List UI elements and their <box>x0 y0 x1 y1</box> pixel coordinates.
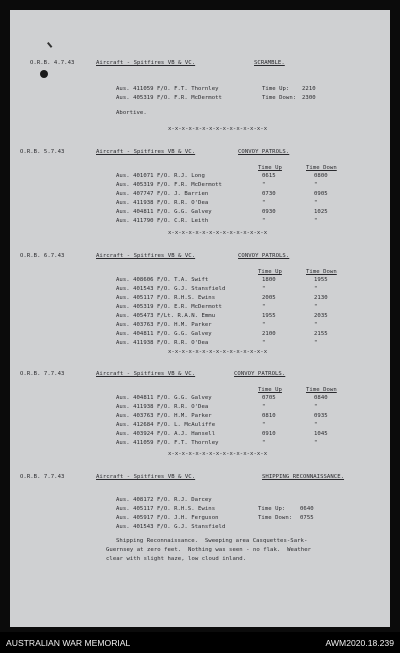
table-row-time-up: " <box>262 182 266 188</box>
table-row-time-down: 0935 <box>314 413 328 419</box>
table-row-time-up: 0910 <box>262 431 276 437</box>
table-row-time-up: " <box>262 404 266 410</box>
table-row-pilot: Aus. 411059 F/O. F.T. Thornley <box>116 440 219 446</box>
table-row-time-up: 0730 <box>262 191 276 197</box>
table-row-pilot: Aus. 411938 F/O. R.R. O'Dea <box>116 200 209 206</box>
table-row-pilot: Aus. 411790 F/O. C.R. Leith <box>116 218 209 224</box>
entry-3-col-up: Time Up <box>258 269 282 275</box>
pencil-tick-mark <box>47 38 57 48</box>
table-row-pilot: Aus. 411938 F/O. R.R. O'Dea <box>116 340 209 346</box>
table-row-time-down: " <box>314 440 318 446</box>
punch-hole-mark <box>40 70 48 78</box>
table-row-time-up: " <box>262 322 266 328</box>
entry-4-ref: O.R.B. 7.7.43 <box>20 371 65 377</box>
document-page <box>10 10 390 627</box>
table-row-pilot: Aus. 408606 F/O. T.A. Swift <box>116 277 209 283</box>
entry-2-col-down: Time Down <box>306 165 337 171</box>
archive-footer <box>0 632 400 653</box>
entry-1-pilot: Aus. 405319 F/O. F.R. McDermott <box>116 95 222 101</box>
table-row-time-down: 2035 <box>314 313 328 319</box>
entry-1-pilot: Aus. 411059 F/O. F.T. Thornley <box>116 86 219 92</box>
table-row-pilot: Aus. 412684 F/O. L. McAuliffe <box>116 422 216 428</box>
entry-5-time-down-label: Time Down: <box>258 515 293 521</box>
table-row-time-up: 0705 <box>262 395 276 401</box>
entry-3-ref: O.R.B. 6.7.43 <box>20 253 65 259</box>
table-row-time-up: " <box>262 218 266 224</box>
entry-5-pilot: Aus. 405917 F/O. J.H. Ferguson <box>116 515 219 521</box>
table-row-time-down: " <box>314 322 318 328</box>
table-row-time-down: " <box>314 182 318 188</box>
table-row-pilot: Aus. 401071 F/O. R.J. Long <box>116 173 205 179</box>
table-row-pilot: Aus. 411938 F/O. R.R. O'Dea <box>116 404 209 410</box>
table-row-pilot: Aus. 407747 F/O. J. Barrien <box>116 191 209 197</box>
table-row-time-up: 0810 <box>262 413 276 419</box>
table-row-time-down: 2155 <box>314 331 328 337</box>
table-row-time-down: 1045 <box>314 431 328 437</box>
entry-2-ref: O.R.B. 5.7.43 <box>20 149 65 155</box>
entry-1-mission: SCRAMBLE. <box>254 60 285 66</box>
table-row-pilot: Aus. 405117 F/O. R.H.S. Ewins <box>116 295 216 301</box>
table-row-time-up: 1800 <box>262 277 276 283</box>
table-row-pilot: Aus. 404811 F/O. G.G. Galvey <box>116 209 212 215</box>
entry-5-narrative-line: clear with slight haze, low cloud inland. <box>106 556 247 562</box>
entry-1-result: Abortive. <box>116 110 147 116</box>
table-row-time-down: 0800 <box>314 173 328 179</box>
entry-5-narrative-line: Shipping Reconnaissance. Sweeping area Casquettes-Sark- <box>116 538 308 544</box>
entry-5-time-down: 0755 <box>300 515 314 521</box>
entry-5-narrative-line: Guernsey at zero feet. Nothing was seen - no flak. Weather <box>106 547 312 553</box>
table-row-time-down: " <box>314 422 318 428</box>
table-row-time-down: " <box>314 286 318 292</box>
entry-4-aircraft: Aircraft - Spitfires VB & VC. <box>96 371 196 377</box>
entry-4-col-up: Time Up <box>258 387 282 393</box>
table-row-pilot: Aus. 404811 F/O. G.G. Galvey <box>116 395 212 401</box>
table-row-time-up: 2100 <box>262 331 276 337</box>
entry-1-aircraft: Aircraft - Spitfires VB & VC. <box>96 60 196 66</box>
table-row-time-up: " <box>262 440 266 446</box>
table-row-time-up: " <box>262 304 266 310</box>
table-row-pilot: Aus. 403763 F/O. H.M. Parker <box>116 413 212 419</box>
entry-3-col-down: Time Down <box>306 269 337 275</box>
table-row-time-up: " <box>262 422 266 428</box>
entry-5-aircraft: Aircraft - Spitfires VB & VC. <box>96 474 196 480</box>
table-row-pilot: Aus. 403924 F/O. A.J. Hansell <box>116 431 216 437</box>
table-row-time-down: 1025 <box>314 209 328 215</box>
table-row-time-down: " <box>314 304 318 310</box>
entry-5-pilot: Aus. 401543 F/O. G.J. Stansfield <box>116 524 226 530</box>
table-row-time-down: 0905 <box>314 191 328 197</box>
table-row-pilot: Aus. 405319 F/O. E.R. McDermott <box>116 304 222 310</box>
table-row-pilot: Aus. 401543 F/O. G.J. Stansfield <box>116 286 226 292</box>
table-row-pilot: Aus. 405473 F/Lt. R.A.N. Emmu <box>116 313 216 319</box>
entry-1-time-down-label: Time Down: <box>262 95 297 101</box>
entry-1-ref: O.R.B. 4.7.43 <box>30 60 75 66</box>
table-row-time-up: 2005 <box>262 295 276 301</box>
separator: x-x-x-x-x-x-x-x-x-x-x-x-x-x-x <box>168 230 268 236</box>
separator: x-x-x-x-x-x-x-x-x-x-x-x-x-x-x <box>168 349 268 355</box>
table-row-time-down: 2130 <box>314 295 328 301</box>
entry-3-aircraft: Aircraft - Spitfires VB & VC. <box>96 253 196 259</box>
entry-4-col-down: Time Down <box>306 387 337 393</box>
table-row-time-down: 1955 <box>314 277 328 283</box>
entry-5-pilot: Aus. 405117 F/O. R.H.S. Ewins <box>116 506 216 512</box>
entry-5-time-up: 0640 <box>300 506 314 512</box>
table-row-time-up: 1955 <box>262 313 276 319</box>
institution-name: AUSTRALIAN WAR MEMORIAL <box>6 638 131 648</box>
entry-1-time-down: 2300 <box>302 95 316 101</box>
entry-5-pilot: Aus. 408172 F/O. R.J. Darcey <box>116 497 212 503</box>
table-row-time-up: 0930 <box>262 209 276 215</box>
entry-5-mission: SHIPPING RECONNAISSANCE. <box>262 474 345 480</box>
table-row-pilot: Aus. 404811 F/O. G.G. Galvey <box>116 331 212 337</box>
entry-1-time-up: 2210 <box>302 86 316 92</box>
entry-3-mission: CONVOY PATROLS. <box>238 253 290 259</box>
table-row-time-up: " <box>262 340 266 346</box>
table-row-time-up: " <box>262 286 266 292</box>
entry-5-time-up-label: Time Up: <box>258 506 286 512</box>
entry-5-ref: O.R.B. 7.7.43 <box>20 474 65 480</box>
table-row-time-down: " <box>314 404 318 410</box>
entry-4-mission: CONVOY PATROLS. <box>234 371 286 377</box>
separator: x-x-x-x-x-x-x-x-x-x-x-x-x-x-x <box>168 126 268 132</box>
table-row-time-up: 0615 <box>262 173 276 179</box>
entry-2-mission: CONVOY PATROLS. <box>238 149 290 155</box>
entry-2-col-up: Time Up <box>258 165 282 171</box>
table-row-time-down: " <box>314 200 318 206</box>
table-row-time-up: " <box>262 200 266 206</box>
table-row-time-down: " <box>314 218 318 224</box>
table-row-time-down: " <box>314 340 318 346</box>
entry-2-aircraft: Aircraft - Spitfires VB & VC. <box>96 149 196 155</box>
table-row-time-down: 0840 <box>314 395 328 401</box>
table-row-pilot: Aus. 403763 F/O. H.M. Parker <box>116 322 212 328</box>
entry-1-time-up-label: Time Up: <box>262 86 290 92</box>
item-id: AWM2020.18.239 <box>325 638 394 648</box>
table-row-pilot: Aus. 405319 F/O. F.R. McDermott <box>116 182 222 188</box>
separator: x-x-x-x-x-x-x-x-x-x-x-x-x-x-x <box>168 451 268 457</box>
